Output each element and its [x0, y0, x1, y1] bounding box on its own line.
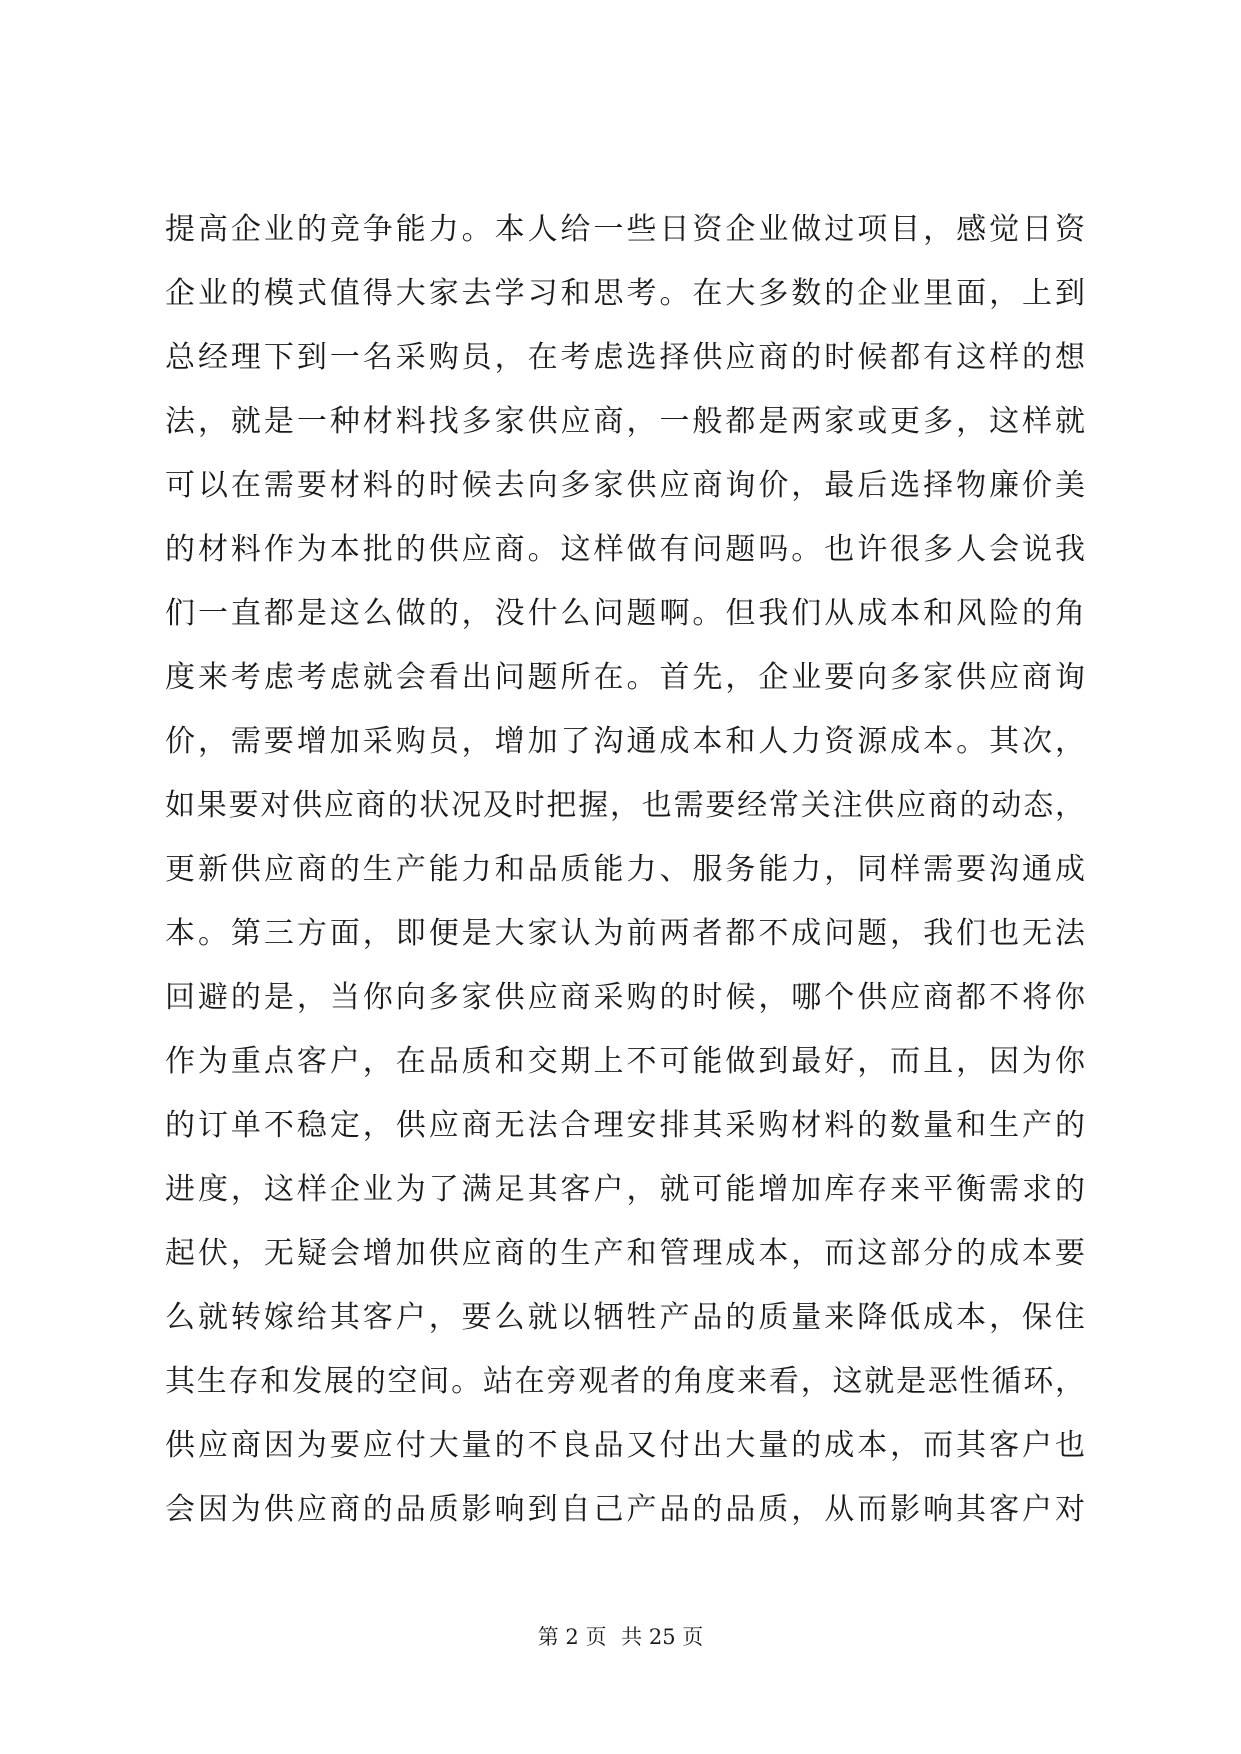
page-total: 共 25 页: [621, 1625, 704, 1649]
page-footer: [0, 1622, 1241, 1652]
text-line: 度来考虑考虑就会看出问题所在。首先，企业要向多家供应商询: [165, 660, 1085, 695]
text-line: 的订单不稳定，供应商无法合理安排其采购材料的数量和生产的: [165, 1108, 1085, 1143]
text-line: 起伏，无疑会增加供应商的生产和管理成本，而这部分的成本要: [165, 1236, 1085, 1271]
text-line: 更新供应商的生产能力和品质能力、服务能力，同样需要沟通成: [165, 852, 1085, 887]
text-line: 么就转嫁给其客户，要么就以牺牲产品的质量来降低成本，保住: [165, 1300, 1085, 1335]
text-line: 本。第三方面，即便是大家认为前两者都不成问题，我们也无法: [165, 916, 1085, 951]
text-line: 回避的是，当你向多家供应商采购的时候，哪个供应商都不将你: [165, 980, 1085, 1015]
text-line: 其生存和发展的空间。站在旁观者的角度来看，这就是恶性循环，: [165, 1364, 1085, 1399]
text-line: 会因为供应商的品质影响到自己产品的品质，从而影响其客户对: [165, 1492, 1085, 1527]
text-line: 总经理下到一名采购员，在考虑选择供应商的时候都有这样的想: [165, 340, 1085, 375]
text-line: 的材料作为本批的供应商。这样做有问题吗。也许很多人会说我: [165, 532, 1085, 567]
text-line: 提高企业的竞争能力。本人给一些日资企业做过项目，感觉日资: [165, 212, 1085, 247]
text-line: 如果要对供应商的状况及时把握，也需要经常关注供应商的动态，: [165, 788, 1085, 823]
body-text: [165, 198, 1085, 1542]
text-line: 企业的模式值得大家去学习和思考。在大多数的企业里面，上到: [165, 276, 1085, 311]
text-line: 进度，这样企业为了满足其客户，就可能增加库存来平衡需求的: [165, 1172, 1085, 1207]
text-line: 们一直都是这么做的，没什么问题啊。但我们从成本和风险的角: [165, 596, 1085, 631]
text-line: 价，需要增加采购员，增加了沟通成本和人力资源成本。其次，: [165, 724, 1085, 759]
text-line: 作为重点客户，在品质和交期上不可能做到最好，而且，因为你: [165, 1044, 1085, 1079]
page-number: 第 2 页: [537, 1625, 607, 1649]
text-line: 供应商因为要应付大量的不良品又付出大量的成本，而其客户也: [165, 1428, 1085, 1463]
text-line: 可以在需要材料的时候去向多家供应商询价，最后选择物廉价美: [165, 468, 1085, 503]
text-line: 法，就是一种材料找多家供应商，一般都是两家或更多，这样就: [165, 404, 1085, 439]
